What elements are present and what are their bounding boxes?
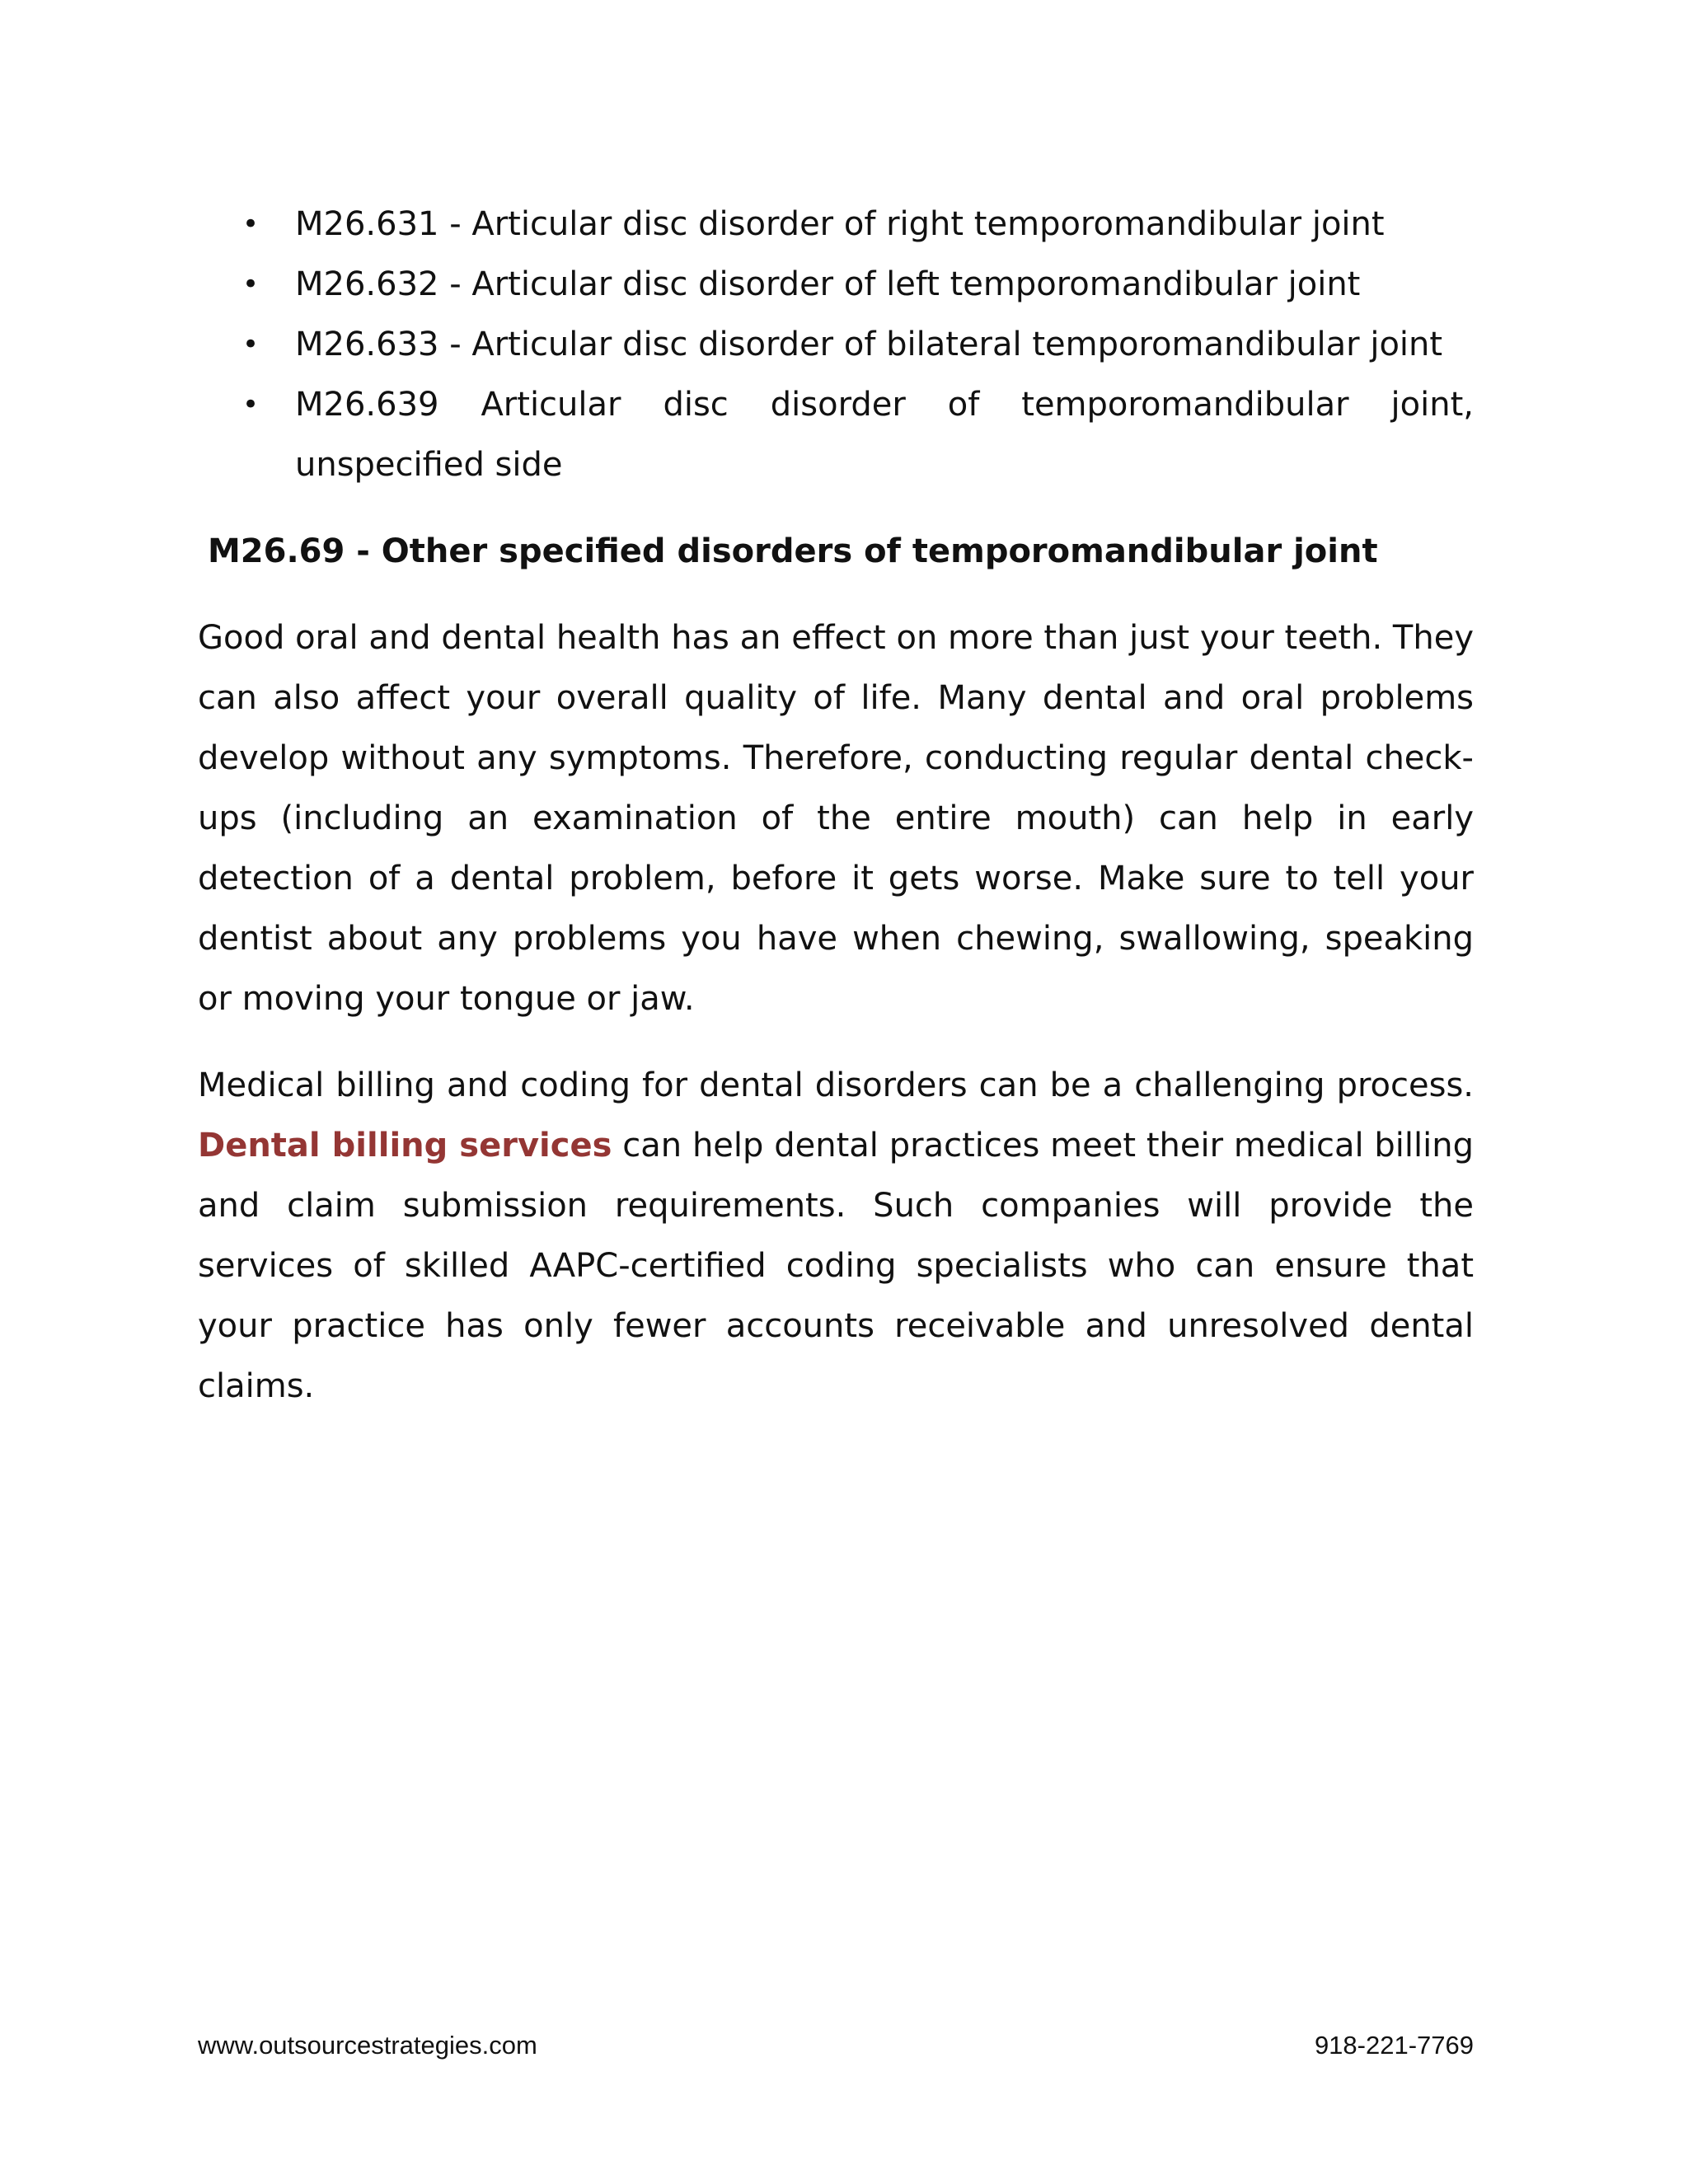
bullet-icon: • bbox=[242, 208, 260, 241]
paragraph-oral-health: Good oral and dental health has an effect on more than just your teeth. They can also affect your overall quality of life. Many dental and oral problems develop without any symptoms. Therefore, conducting regular dental check-ups (including an examination of the entire mouth) can help in early detection of a dental problem, before it gets worse. Make sure to tell your dentist about any problems you have when chewing, swallowing, speaking or moving your tongue or jaw. bbox=[198, 619, 1474, 1018]
bullet-icon: • bbox=[242, 388, 260, 421]
list-item-text: M26.633 - Articular disc disorder of bilateral temporomandibular joint bbox=[295, 326, 1443, 363]
paragraph-billing bbox=[198, 1056, 1474, 1417]
paragraph-billing-intro: Medical billing and coding for dental disorders can be a challenging process. bbox=[198, 1066, 1474, 1104]
list-item-text: M26.639 Articular disc disorder of temporomandibular joint, unspecified side bbox=[295, 386, 1474, 484]
list-item bbox=[198, 375, 1474, 495]
code-list bbox=[198, 194, 1474, 495]
bullet-icon: • bbox=[242, 268, 260, 301]
footer-website: www.outsourcestrategies.com bbox=[198, 2031, 537, 2060]
dental-billing-services-link[interactable]: Dental billing services bbox=[198, 1127, 612, 1165]
list-item bbox=[198, 315, 1474, 375]
list-item-text: M26.632 - Articular disc disorder of left temporomandibular joint bbox=[295, 265, 1361, 303]
paragraph-billing-rest: can help dental practices meet their medical billing and claim submission requirements. Such companies will provide the services of skilled AAPC-certified coding specialists who can ensure that your practice has only fewer accounts receivable and unresolved dental claims. bbox=[198, 1127, 1474, 1405]
section-heading: M26.69 - Other specified disorders of temporomandibular joint bbox=[208, 532, 1378, 570]
list-item-text: M26.631 - Articular disc disorder of right temporomandibular joint bbox=[295, 205, 1385, 243]
page-footer bbox=[198, 2029, 1474, 2062]
list-item bbox=[198, 255, 1474, 315]
list-item bbox=[198, 194, 1474, 255]
footer-phone: 918-221-7769 bbox=[1314, 2031, 1474, 2060]
bullet-icon: • bbox=[242, 328, 260, 361]
page-content bbox=[198, 194, 1474, 1417]
